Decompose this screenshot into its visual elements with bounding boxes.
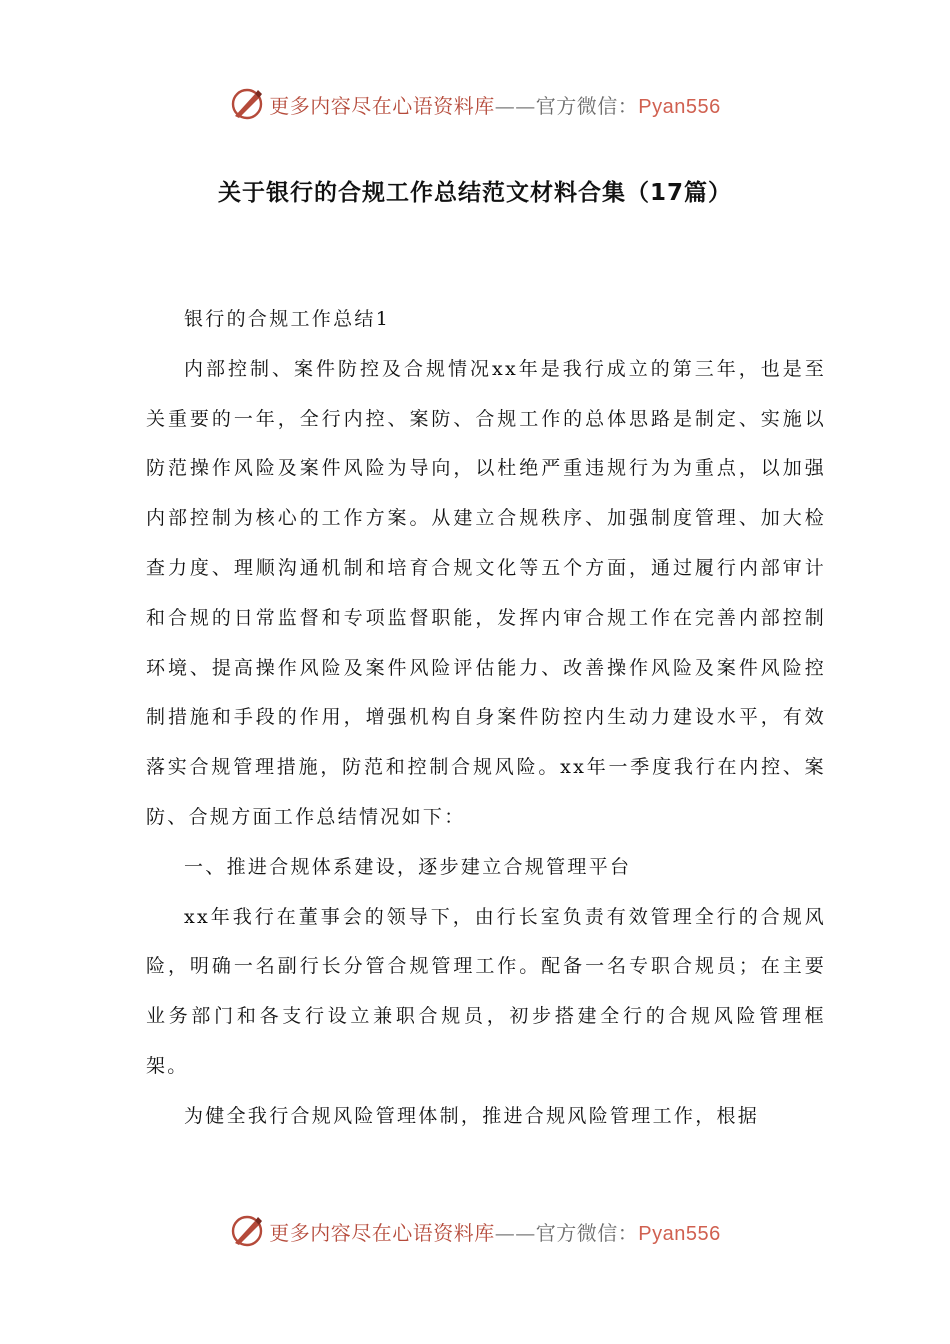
banner-slogan: 更多内容尽在心语资料库 xyxy=(269,93,495,118)
banner-wechat-label: 官方微信： xyxy=(535,93,639,118)
banner-text xyxy=(269,1217,720,1246)
banner-wechat-id: Pyan556 xyxy=(638,95,721,118)
banner-slogan: 更多内容尽在心语资料库 xyxy=(269,1220,495,1245)
footer-banner xyxy=(0,1211,950,1251)
header-banner xyxy=(0,84,950,124)
subsection-heading: 一、推进合规体系建设，逐步建立合规管理平台 xyxy=(184,855,632,878)
body-paragraph: 为健全我行合规风险管理体制，推进合规风险管理工作，根据 xyxy=(184,1104,760,1127)
banner-separator: —— xyxy=(494,1220,536,1245)
document-body xyxy=(146,295,826,1142)
pen-logo-icon xyxy=(229,1213,265,1249)
banner-wechat-label: 官方微信： xyxy=(535,1220,639,1245)
banner-text xyxy=(269,90,720,119)
body-paragraph: xx年我行在董事会的领导下，由行长室负责有效管理全行的合规风险，明确一名副行长分管合规管理工作。配备一名专职合规员；在主要业务部门和各支行设立兼职合规员，初步搭建全行的合规风险管理框架。 xyxy=(146,905,826,1077)
body-paragraph: 内部控制、案件防控及合规情况xx年是我行成立的第三年，也是至关重要的一年，全行内控、案防、合规工作的总体思路是制定、实施以防范操作风险及案件风险为导向，以杜绝严重违规行为为重点，以加强内部控制为核心的工作方案。从建立合规秩序、加强制度管理、加大检查力度、理顺沟通机制和培育合规文化等五个方面，通过履行内部审计和合规的日常监督和专项监督职能，发挥内审合规工作在完善内部控制环境、提高操作风险及案件风险评估能力、改善操作风险及案件风险控制措施和手段的作用，增强机构自身案件防控内生动力建设水平，有效落实合规管理措施，防范和控制合规风险。xx年一季度我行在内控、案防、合规方面工作总结情况如下： xyxy=(146,357,826,828)
banner-separator: —— xyxy=(494,93,536,118)
pen-logo-icon xyxy=(229,86,265,122)
document-title: 关于银行的合规工作总结范文材料合集（17篇） xyxy=(217,180,732,206)
section-heading: 银行的合规工作总结1 xyxy=(184,308,391,330)
banner-wechat-id: Pyan556 xyxy=(638,1222,721,1245)
